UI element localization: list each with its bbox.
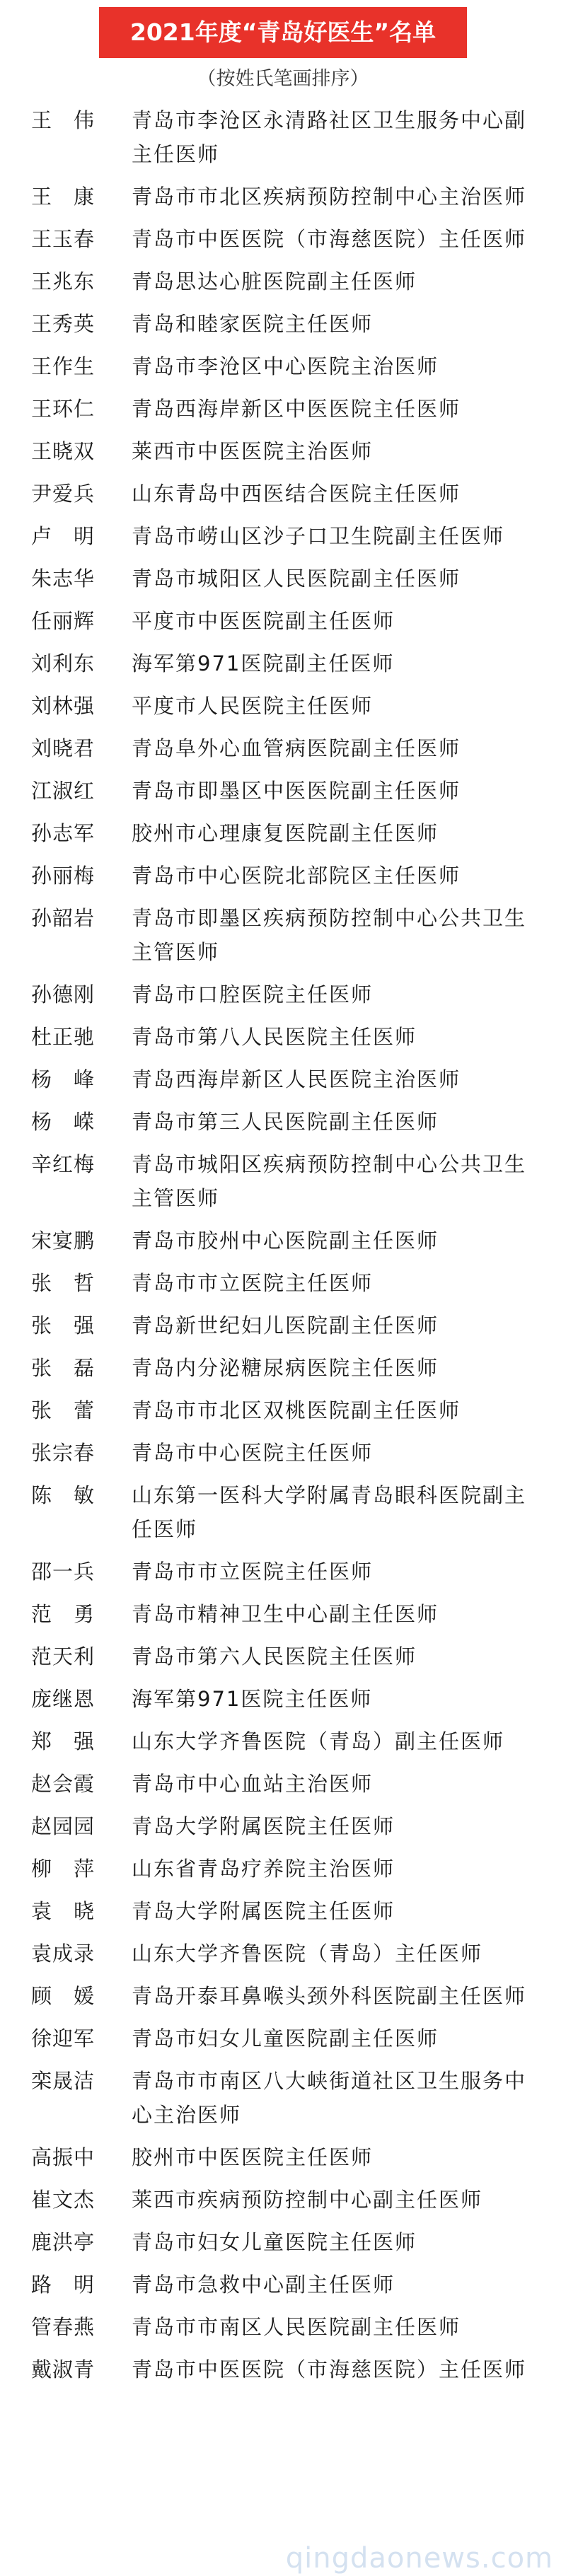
doctor-name: 张 磊	[31, 1356, 96, 1380]
doctor-name: 杜正驰	[31, 1025, 96, 1049]
list-item	[0, 1597, 566, 1631]
list-item	[0, 859, 566, 893]
list-item	[0, 1724, 566, 1758]
doctor-affiliation: 青岛市城阳区人民医院副主任医师	[132, 567, 461, 591]
doctor-affiliation: 青岛市第八人民医院主任医师	[132, 1025, 417, 1049]
doctor-affiliation: 青岛阜外心血管病医院副主任医师	[132, 736, 461, 760]
doctor-name: 邵一兵	[31, 1560, 96, 1584]
doctor-affiliation: 山东省青岛疗养院主治医师	[132, 1857, 395, 1881]
doctor-name: 江淑红	[31, 779, 96, 803]
doctor-name: 辛红梅	[31, 1152, 96, 1176]
doctor-name: 柳 萍	[31, 1857, 96, 1881]
doctor-affiliation: 青岛西海岸新区中医医院主任医师	[132, 397, 461, 421]
list-item	[0, 2268, 566, 2302]
doctor-name: 张 蕾	[31, 1398, 96, 1422]
list-item	[0, 1266, 566, 1300]
list-item	[0, 434, 566, 468]
doctor-affiliation: 海军第971医院主任医师	[132, 1687, 373, 1711]
list-item	[0, 392, 566, 426]
doctor-affiliation: 山东大学齐鲁医院（青岛）副主任医师	[132, 1729, 505, 1753]
doctor-affiliation: 青岛市第三人民医院副主任医师	[132, 1110, 439, 1134]
doctor-affiliation: 青岛思达心脏医院副主任医师	[132, 269, 417, 294]
doctor-affiliation: 青岛新世纪妇儿医院副主任医师	[132, 1313, 439, 1338]
list-item	[0, 1309, 566, 1342]
doctor-name: 袁 晓	[31, 1899, 96, 1923]
list-item	[0, 646, 566, 680]
doctor-affiliation: 青岛市中心医院北部院区主任医师	[132, 864, 461, 888]
list-item	[0, 1147, 566, 1215]
doctor-affiliation: 青岛市市北区疾病预防控制中心主治医师	[132, 185, 527, 209]
doctor-name: 孙志军	[31, 821, 96, 845]
doctor-name: 栾晟洁	[31, 2069, 96, 2093]
doctor-name: 王玉春	[31, 227, 96, 251]
list-item	[0, 1682, 566, 1716]
list-item	[0, 2064, 566, 2132]
list-item	[0, 1436, 566, 1470]
doctor-affiliation: 青岛西海岸新区人民医院主治医师	[132, 1067, 461, 1091]
doctor-name: 尹爱兵	[31, 482, 96, 506]
list-item	[0, 519, 566, 553]
doctor-name: 孙韶岩	[31, 906, 96, 930]
doctor-name: 王作生	[31, 354, 96, 378]
doctor-name: 杨 峰	[31, 1067, 96, 1091]
doctor-affiliation: 山东大学齐鲁医院（青岛）主任医师	[132, 1942, 483, 1966]
doctor-name: 袁成录	[31, 1942, 96, 1966]
doctor-name: 庞继恩	[31, 1687, 96, 1711]
doctor-affiliation: 青岛市市南区人民医院副主任医师	[132, 2315, 461, 2339]
doctor-affiliation: 青岛市妇女儿童医院主任医师	[132, 2230, 417, 2254]
doctor-name: 孙德刚	[31, 982, 96, 1006]
doctor-affiliation: 胶州市中医医院主任医师	[132, 2145, 374, 2169]
doctor-affiliation: 青岛市市南区八大峡街道社区卫生服务中心主治医师	[132, 2069, 527, 2127]
doctor-name: 赵会霞	[31, 1772, 96, 1796]
list-item	[0, 1224, 566, 1258]
list-item	[0, 1979, 566, 2013]
doctor-affiliation: 山东青岛中西医结合医院主任医师	[132, 482, 461, 506]
list-item	[0, 816, 566, 850]
list-item	[0, 901, 566, 969]
list-item	[0, 477, 566, 511]
doctor-name: 王 康	[31, 185, 96, 209]
doctor-affiliation: 莱西市中医医院主治医师	[132, 439, 374, 463]
list-item	[0, 1478, 566, 1546]
doctor-affiliation: 青岛市崂山区沙子口卫生院副主任医师	[132, 524, 505, 548]
list-item	[0, 1767, 566, 1801]
list-item	[0, 1062, 566, 1096]
doctor-name: 卢 明	[31, 524, 96, 548]
doctor-name: 张 哲	[31, 1271, 96, 1295]
doctor-affiliation: 青岛市李沧区中心医院主治医师	[132, 354, 439, 378]
list-item	[0, 1105, 566, 1139]
list-item	[0, 562, 566, 596]
list-item	[0, 1894, 566, 1928]
doctor-name: 徐迎军	[31, 2026, 96, 2050]
doctor-affiliation: 青岛市市立医院主任医师	[132, 1271, 374, 1295]
doctor-name: 刘晓君	[31, 736, 96, 760]
doctor-affiliation: 青岛市市立医院主任医师	[132, 1560, 374, 1584]
doctor-name: 杨 嵘	[31, 1110, 96, 1134]
doctor-name: 王 伟	[31, 108, 96, 132]
doctor-name: 刘利东	[31, 651, 96, 675]
doctor-name: 郑 强	[31, 1729, 96, 1753]
list-item	[0, 1393, 566, 1427]
doctor-affiliation: 青岛市城阳区疾病预防控制中心公共卫生主管医师	[132, 1152, 527, 1210]
list-item	[0, 1937, 566, 1971]
list-item	[0, 1555, 566, 1589]
doctor-affiliation: 青岛市胶州中心医院副主任医师	[132, 1229, 439, 1253]
doctor-affiliation: 青岛市妇女儿童医院副主任医师	[132, 2026, 439, 2050]
list-item	[0, 1640, 566, 1673]
doctor-name: 路 明	[31, 2273, 96, 2297]
doctor-affiliation: 青岛市中心医院主任医师	[132, 1441, 374, 1465]
doctor-name: 顾 媛	[31, 1984, 96, 2008]
list-item	[0, 265, 566, 298]
doctor-affiliation: 青岛市即墨区疾病预防控制中心公共卫生主管医师	[132, 906, 527, 964]
doctor-affiliation: 青岛内分泌糖尿病医院主任医师	[132, 1356, 439, 1380]
doctor-name: 崔文杰	[31, 2188, 96, 2212]
list-item	[0, 2352, 566, 2386]
doctor-name: 王晓双	[31, 439, 96, 463]
watermark: qingdaonews.com	[285, 2542, 553, 2575]
doctor-affiliation: 青岛市口腔医院主任医师	[132, 982, 374, 1006]
sort-note: （按姓氏笔画排序）	[197, 68, 369, 90]
doctor-affiliation: 青岛大学附属医院主任医师	[132, 1899, 395, 1923]
doctor-name: 任丽辉	[31, 609, 96, 633]
list-item	[0, 103, 566, 171]
list-item	[0, 307, 566, 341]
doctor-name: 张宗春	[31, 1441, 96, 1465]
doctor-name: 赵园园	[31, 1814, 96, 1838]
list-item	[0, 2310, 566, 2344]
doctor-name: 王兆东	[31, 269, 96, 294]
list-item	[0, 2140, 566, 2174]
doctor-name: 戴淑青	[31, 2357, 96, 2381]
list-item	[0, 222, 566, 256]
doctor-name: 范天利	[31, 1644, 96, 1669]
list-item	[0, 977, 566, 1011]
doctor-name: 陈 敏	[31, 1483, 96, 1507]
list-item	[0, 1852, 566, 1886]
doctor-affiliation: 平度市中医医院副主任医师	[132, 609, 395, 633]
list-item	[0, 604, 566, 638]
doctor-affiliation: 青岛市中心血站主治医师	[132, 1772, 374, 1796]
list-item	[0, 774, 566, 808]
list-item	[0, 689, 566, 723]
doctor-name: 高振中	[31, 2145, 96, 2169]
doctor-affiliation: 青岛市李沧区永清路社区卫生服务中心副主任医师	[132, 108, 527, 166]
doctor-affiliation: 青岛市第六人民医院主任医师	[132, 1644, 417, 1669]
doctor-name: 刘林强	[31, 694, 96, 718]
doctor-list	[0, 103, 566, 2395]
doctor-name: 王秀英	[31, 312, 96, 336]
doctor-name: 张 强	[31, 1313, 96, 1338]
doctor-affiliation: 青岛大学附属医院主任医师	[132, 1814, 395, 1838]
doctor-affiliation: 青岛市精神卫生中心副主任医师	[132, 1602, 439, 1626]
doctor-affiliation: 胶州市心理康复医院副主任医师	[132, 821, 439, 845]
doctor-name: 管春燕	[31, 2315, 96, 2339]
doctor-name: 宋宴鹏	[31, 1229, 96, 1253]
doctor-affiliation: 青岛市中医医院（市海慈医院）主任医师	[132, 227, 527, 251]
doctor-name: 孙丽梅	[31, 864, 96, 888]
doctor-affiliation: 莱西市疾病预防控制中心副主任医师	[132, 2188, 483, 2212]
list-item	[0, 731, 566, 765]
doctor-affiliation: 海军第971医院副主任医师	[132, 651, 395, 675]
doctor-affiliation: 山东第一医科大学附属青岛眼科医院副主任医师	[132, 1483, 527, 1541]
list-item	[0, 1351, 566, 1385]
list-item	[0, 180, 566, 214]
doctor-name: 鹿洪亭	[31, 2230, 96, 2254]
list-item	[0, 2225, 566, 2259]
doctor-affiliation: 青岛市中医医院（市海慈医院）主任医师	[132, 2357, 527, 2381]
doctor-name: 王环仁	[31, 397, 96, 421]
doctor-affiliation: 青岛和睦家医院主任医师	[132, 312, 374, 336]
doctor-affiliation: 青岛市急救中心副主任医师	[132, 2273, 395, 2297]
list-item	[0, 349, 566, 383]
list-item	[0, 2021, 566, 2055]
doctor-affiliation: 青岛市市北区双桃医院副主任医师	[132, 1398, 461, 1422]
doctor-affiliation: 青岛开泰耳鼻喉头颈外科医院副主任医师	[132, 1984, 527, 2008]
list-item	[0, 1020, 566, 1054]
doctor-name: 朱志华	[31, 567, 96, 591]
list-item	[0, 1809, 566, 1843]
doctor-affiliation: 青岛市即墨区中医医院副主任医师	[132, 779, 461, 803]
doctor-affiliation: 平度市人民医院主任医师	[132, 694, 374, 718]
doctor-name: 范 勇	[31, 1602, 96, 1626]
page-title-banner: 2021年度“青岛好医生”名单	[99, 7, 467, 58]
list-item	[0, 2183, 566, 2217]
